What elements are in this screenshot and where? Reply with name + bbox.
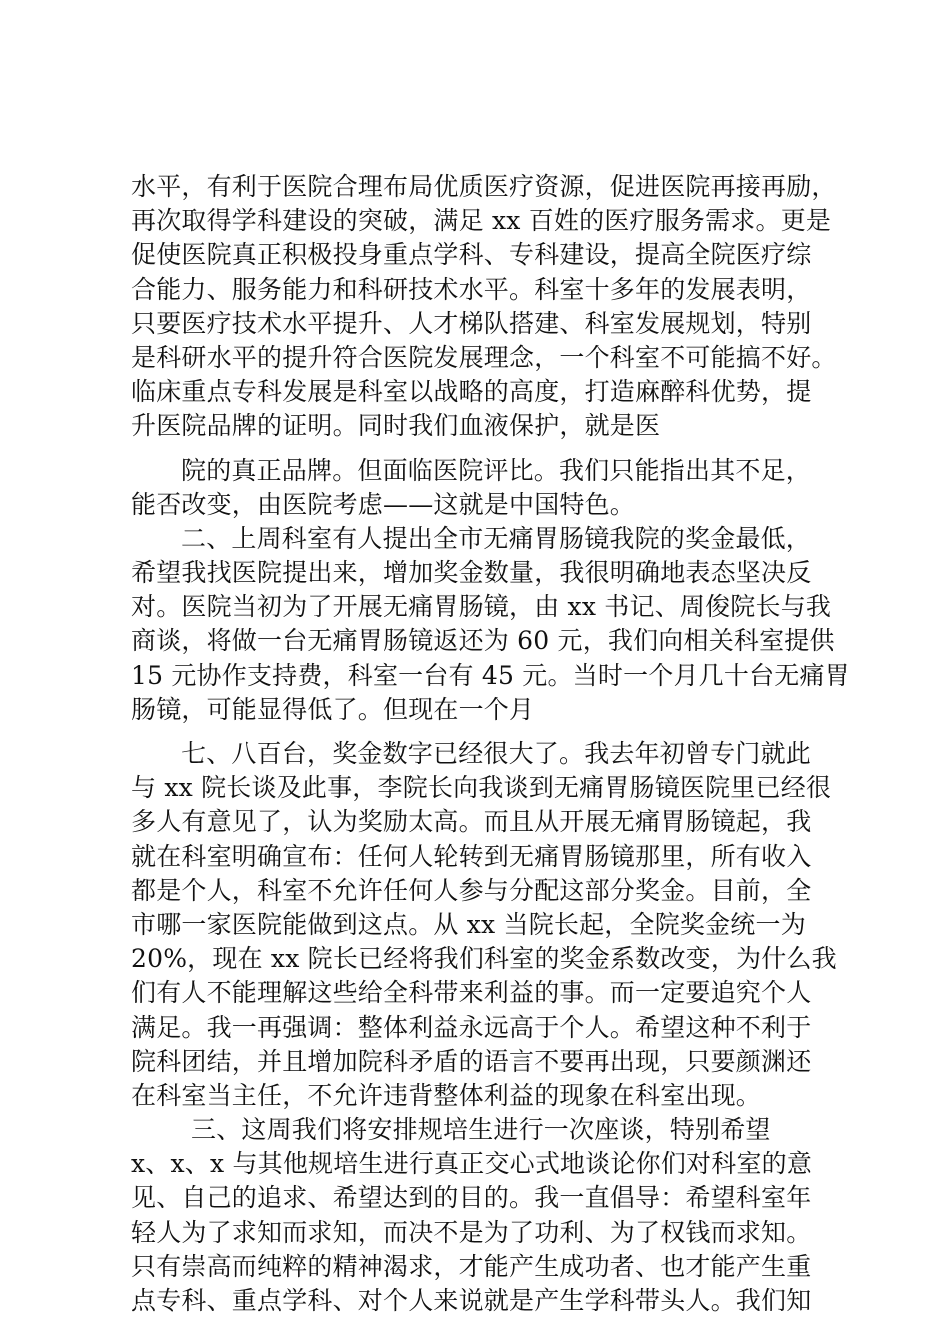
text-line: 二、上周科室有人提出全市无痛胃肠镜我院的奖金最低，	[181, 523, 812, 553]
document-body	[131, 170, 850, 1318]
text-line: 就在科室明确宣布：任何人轮转到无痛胃肠镜那里，所有收入	[131, 841, 812, 871]
text-line: 促使医院真正积极投身重点学科、专科建设，提高全院医疗综	[131, 240, 812, 270]
text-line: 院科团结，并且增加院科矛盾的语言不要再出现，只要颜渊还	[131, 1046, 812, 1076]
text-line: 们有人不能理解这些给全科带来利益的事。而一定要追究个人	[131, 978, 812, 1008]
text-line: 升医院品牌的证明。同时我们血液保护，就是医	[131, 411, 661, 441]
text-line: 能否改变，由医院考虑——这就是中国特色。	[131, 489, 636, 519]
text-line: 多人有意见了，认为奖励太高。而且从开展无痛胃肠镜起，我	[131, 807, 812, 837]
text-line: 院的真正品牌。但面临医院评比。我们只能指出其不足，	[181, 455, 812, 485]
text-line: 合能力、服务能力和科研技术水平。科室十多年的发展表明，	[131, 274, 812, 304]
text-line: 只有崇高而纯粹的精神渴求，才能产生成功者、也才能产生重	[131, 1251, 812, 1281]
text-line: x、x、x 与其他规培生进行真正交心式地谈论你们对科室的意	[131, 1149, 813, 1179]
text-line: 轻人为了求知而求知，而决不是为了功利、为了权钱而求知。	[131, 1217, 812, 1247]
text-line: 希望我找医院提出来，增加奖金数量，我很明确地表态坚决反	[131, 558, 812, 588]
text-line: 满足。我一再强调：整体利益永远高于个人。希望这种不利于	[131, 1012, 812, 1042]
text-line: 见、自己的追求、希望达到的目的。我一直倡导：希望科室年	[131, 1183, 812, 1213]
text-line: 肠镜，可能显得低了。但现在一个月	[131, 694, 535, 724]
text-line: 20%，现在 xx 院长已经将我们科室的奖金系数改变，为什么我	[131, 944, 837, 974]
text-line: 对。医院当初为了开展无痛胃肠镜，由 xx 书记、周俊院长与我	[131, 592, 832, 622]
text-line: 15 元协作支持费，科室一台有 45 元。当时一个月几十台无痛胃	[131, 660, 850, 690]
text-line: 市哪一家医院能做到这点。从 xx 当院长起，全院奖金统一为	[131, 909, 806, 939]
text-line: 再次取得学科建设的突破，满足 xx 百姓的医疗服务需求。更是	[131, 206, 832, 236]
text-line: 点专科、重点学科、对个人来说就是产生学科带头人。我们知	[131, 1286, 812, 1315]
text-line: 水平，有利于医院合理布局优质医疗资源，促进医院再接再励，	[131, 172, 837, 201]
text-line: 只要医疗技术水平提升、人才梯队搭建、科室发展规划，特别	[131, 308, 812, 338]
text-line: 七、八百台，奖金数字已经很大了。我去年初曾专门就此	[181, 739, 812, 768]
text-line: 商谈，将做一台无痛胃肠镜返还为 60 元，我们向相关科室提供	[131, 626, 835, 656]
text-line: 与 xx 院长谈及此事，李院长向我谈到无痛胃肠镜医院里已经很	[131, 773, 832, 803]
text-line: 临床重点专科发展是科室以战略的高度，打造麻醉科优势，提	[131, 377, 812, 407]
text-line: 在科室当主任，不允许违背整体利益的现象在科室出现。	[131, 1080, 762, 1110]
text-line: 三、这周我们将安排规培生进行一次座谈，特别希望	[191, 1115, 771, 1145]
text-line: 是科研水平的提升符合医院发展理念，一个科室不可能搞不好。	[131, 342, 837, 372]
text-line: 都是个人，科室不允许任何人参与分配这部分奖金。目前，全	[131, 875, 812, 905]
